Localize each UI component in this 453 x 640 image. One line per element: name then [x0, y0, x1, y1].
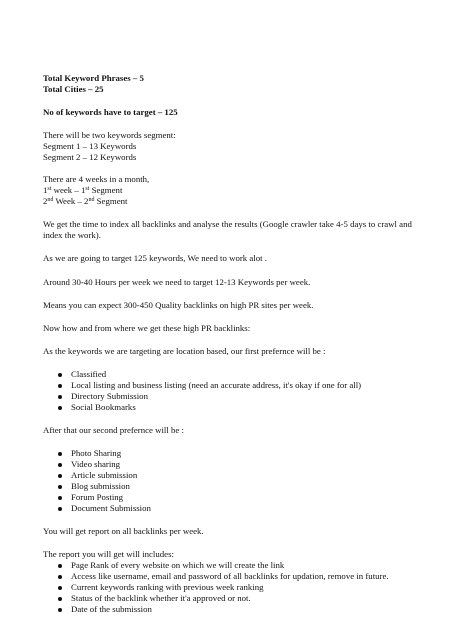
list-item: Document Submission [71, 503, 413, 514]
list-item: Directory Submission [71, 391, 413, 402]
total-keyword-phrases: Total Keyword Phrases – 5 [43, 73, 144, 83]
paragraph-target-keywords: As we are going to target 125 keywords, We need to work alot . [43, 253, 267, 263]
paragraph-first-preference: As the keywords we are targeting are location based, our first prefernce will be : [43, 346, 326, 356]
paragraph-hours: Around 30-40 Hours per week we need to target 12-13 Keywords per week. [43, 277, 311, 287]
list-item: Video sharing [71, 459, 413, 470]
segment-1: Segment 1 – 13 Keywords [43, 141, 137, 151]
second-preference-list [43, 448, 413, 514]
list-item: Date of the submission [71, 604, 413, 615]
list-item: Local listing and business listing (need an accurate address, it's okay if one for all) [71, 380, 413, 391]
list-item: Forum Posting [71, 492, 413, 503]
paragraph-report-includes: The report you will get will includes: [43, 549, 174, 559]
paragraph-how-from-where: Now how and from where we get these high PR backlinks: [43, 323, 251, 333]
list-item: Classified [71, 369, 413, 380]
paragraph-indexing: We get the time to index all backlinks and analyse the results (Google crawler take 4-5 days to crawl and index the work). [43, 219, 412, 240]
paragraph-backlinks-expectation: Means you can expect 300-450 Quality backlinks on high PR sites per week. [43, 300, 314, 310]
paragraph-second-preference: After that our second prefernce will be : [43, 425, 184, 435]
list-item: Blog submission [71, 481, 413, 492]
first-preference-list [43, 369, 413, 413]
keywords-target: No of keywords have to target – 125 [43, 107, 178, 117]
report-contents-list [43, 560, 413, 615]
weeks-intro: There are 4 weeks in a month, [43, 174, 150, 184]
list-item: Photo Sharing [71, 448, 413, 459]
list-item: Social Bookmarks [71, 402, 413, 413]
segment-2: Segment 2 – 12 Keywords [43, 152, 137, 162]
week-2-line: 2nd Week – 2nd Segment [43, 196, 128, 206]
list-item: Current keywords ranking with previous week ranking [71, 582, 413, 593]
list-item: Access like username, email and password of all backlinks for updation, remove in future. [71, 571, 413, 582]
total-cities: Total Cities – 25 [43, 84, 104, 94]
list-item: Status of the backlink whether it'a approved or not. [71, 593, 413, 604]
paragraph-weekly-report: You will get report on all backlinks per week. [43, 526, 204, 536]
list-item: Article submission [71, 470, 413, 481]
list-item: Page Rank of every website on which we will create the link [71, 560, 413, 571]
week-1-line: 1st week – 1st Segment [43, 185, 123, 195]
segment-intro: There will be two keywords segment: [43, 130, 176, 140]
